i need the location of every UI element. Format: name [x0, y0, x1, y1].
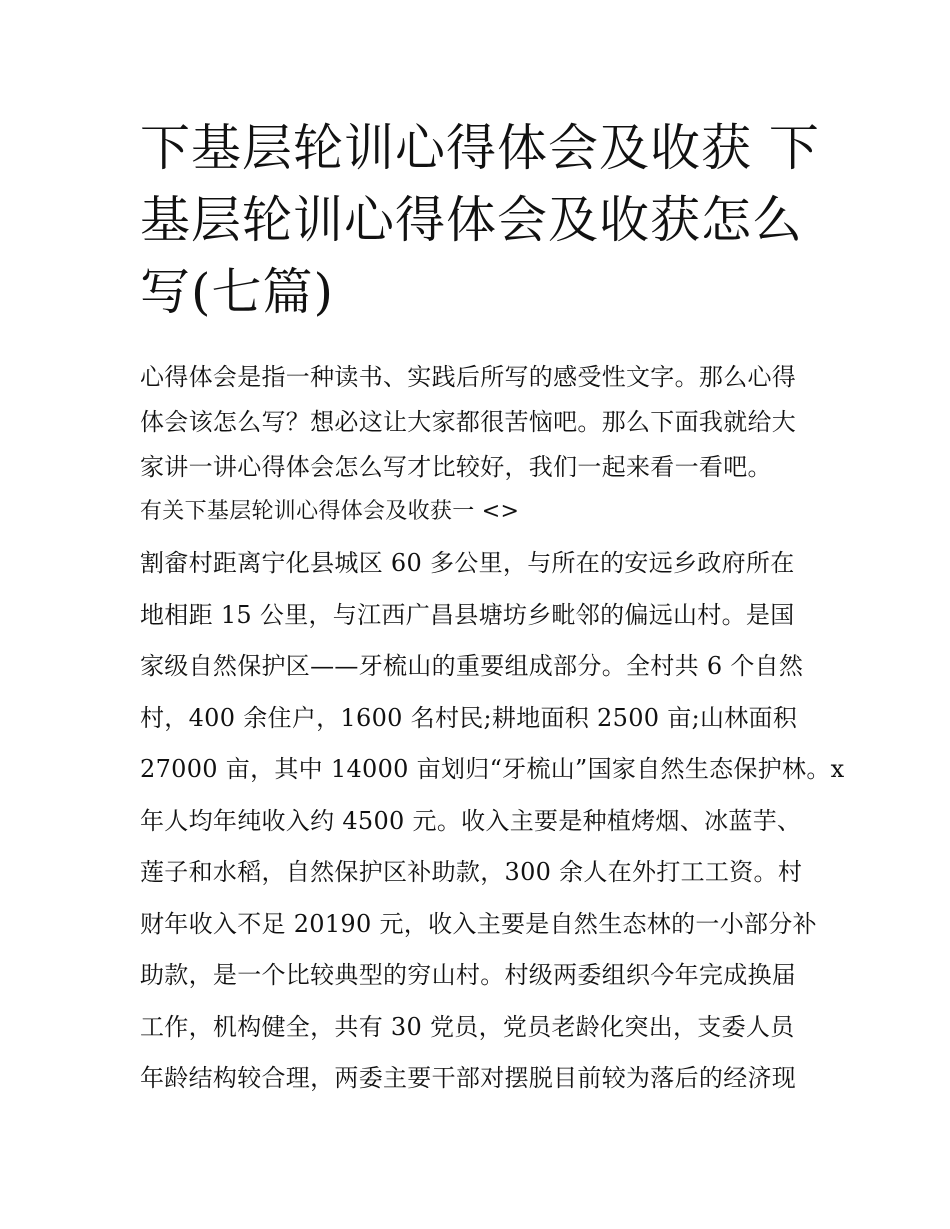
text-line: 莲子和水稻，自然保护区补助款，300 余人在外打工工资。村 [140, 858, 803, 886]
text-line: 家级自然保护区——牙梳山的重要组成部分。全村共 6 个自然 [140, 652, 804, 680]
title-line: 写(七篇) [140, 263, 335, 321]
body-paragraph [140, 538, 845, 1105]
text-line: 27000 亩，其中 14000 亩划归“牙梳山”国家自然生态保护林。x [140, 755, 845, 783]
text-line: 助款，是一个比较典型的穷山村。村级两委组织今年完成换届 [140, 961, 797, 989]
text-line: 年人均年纯收入约 4500 元。收入主要是种植烤烟、冰蓝芋、 [140, 806, 802, 835]
text-line: 体会该怎么写？想必这让大家都很苦恼吧。那么下面我就给大 [140, 408, 797, 436]
text-line: 财年收入不足 20190 元，收入主要是自然生态林的一小部分补 [140, 909, 817, 938]
title-line: 基层轮训心得体会及收获怎么 [140, 191, 803, 249]
document-title [140, 112, 820, 328]
text-line: 心得体会是指一种读书、实践后所写的感受性文字。那么心得 [140, 363, 797, 391]
text-line: 工作，机构健全，共有 30 党员，党员老龄化突出，支委人员 [140, 1012, 795, 1041]
text-line: 地相距 15 公里，与江西广昌县塘坊乡毗邻的偏远山村。是国 [140, 600, 795, 629]
title-line: 下基层轮训心得体会及收获 下 [140, 119, 820, 177]
intro-paragraph [140, 355, 820, 490]
text-line: 村，400 余住户，1600 名村民;耕地面积 2500 亩;山林面积 [140, 703, 798, 732]
document-body [140, 355, 845, 1105]
text-line: 割畲村距离宁化县城区 60 多公里，与所在的安远乡政府所在 [140, 549, 795, 577]
text-line: 年龄结构较合理，两委主要干部对摆脱目前较为落后的经济现 [140, 1064, 797, 1092]
text-line: 家讲一讲心得体会怎么写才比较好，我们一起来看一看吧。 [140, 453, 772, 481]
section-heading: 有关下基层轮训心得体会及收获一 <> [140, 499, 520, 524]
